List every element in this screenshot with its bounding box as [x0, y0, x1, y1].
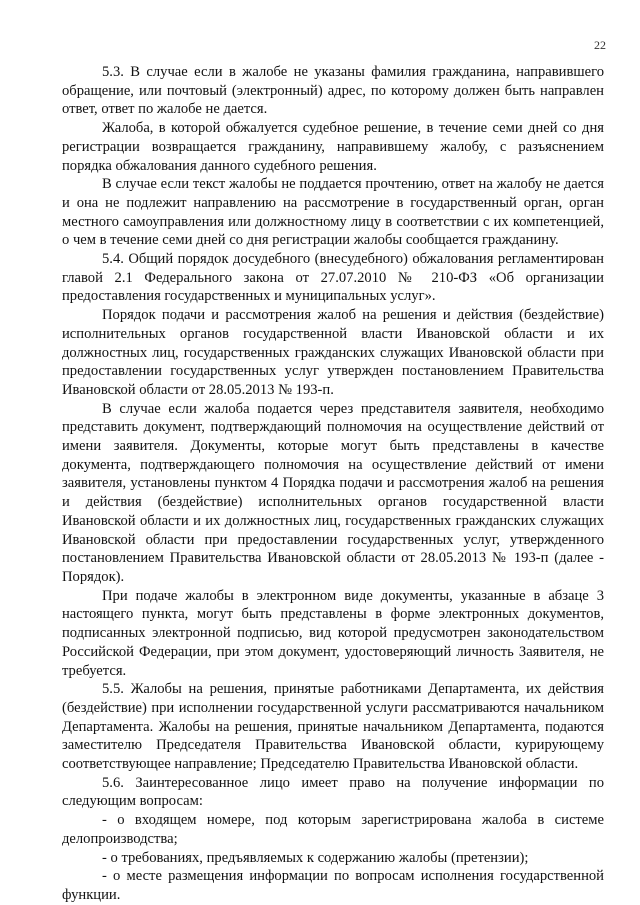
- paragraph-representative: В случае если жалоба подается через представителя заявителя, необходимо представить документ, подтверждающий полномочия на осуществление действий от имени заявителя. Документы, которые могут быть представлены в качестве документа, подтверждающего полномочия на осуществление действий от имени заявителя, установлены пунктом 4 Порядка подачи и рассмотрения жалоб на решения и действия (бездействие) исполнительных органов государственной власти Ивановской области и их должностных лиц, государственных гражданских служащих Ивановской области при предоставлении государственных услуг, утвержденного постановлением Правительства Ивановской области от 28.05.2013 № 193-п (далее - Порядок).: [62, 400, 604, 585]
- page-number: 22: [594, 38, 606, 52]
- paragraph-5-6: 5.6. Заинтересованное лицо имеет право на получение информации по следующим вопросам:: [62, 774, 604, 810]
- paragraph-complaint-procedure: Порядок подачи и рассмотрения жалоб на решения и действия (бездействие) исполнительных органов государственной власти Ивановской области и их должностных лиц, государственных гражданских служащих Ивановской области при предоставлении государственных услуг утвержден постановлением Правительства Ивановской области от 28.05.2013 № 193-п.: [62, 307, 604, 398]
- paragraph-5-4: 5.4. Общий порядок досудебного (внесудебного) обжалования регламентирован главой 2.1 Федерального закона от 27.07.2010 № 210-ФЗ «Об организации предоставления государственных и муниципальных услуг».: [62, 251, 604, 305]
- paragraph-unreadable-text: В случае если текст жалобы не поддается прочтению, ответ на жалобу не дается и она не подлежит направлению на рассмотрение в государственный орган, орган местного самоуправления или должностному лицу в соответствии с их компетенцией, о чем в течение семи дней со дня регистрации жалобы сообщается гражданину.: [62, 176, 604, 249]
- list-item-requirements: - о требованиях, предъявляемых к содержанию жалобы (претензии);: [102, 849, 529, 866]
- paragraph-5-3: 5.3. В случае если в жалобе не указаны фамилия гражданина, направившего обращение, или почтовый (электронный) адрес, по которому должен быть направлен ответ, ответ по жалобе не дается.: [62, 64, 604, 118]
- paragraph-court-decision: Жалоба, в которой обжалуется судебное решение, в течение семи дней со дня регистрации возвращается гражданину, направившему жалобу, с разъяснением порядка обжалования данного судебного решения.: [62, 120, 604, 174]
- list-item-information-location: - о месте размещения информации по вопросам исполнения государственной функции.: [62, 868, 604, 903]
- list-item-incoming-number: - о входящем номере, под которым зарегистрирована жалоба в системе делопроизводства;: [62, 812, 604, 847]
- paragraph-5-5: 5.5. Жалобы на решения, принятые работниками Департамента, их действия (бездействие) при исполнении государственной услуги рассматриваются начальником Департамента. Жалобы на решения, принятые начальником Департамента, подаются заместителю Председателя Правительства Ивановской области, курирующему соответствующее направление; Председателю Правительства Ивановской области.: [62, 681, 604, 773]
- document-body: [62, 63, 604, 905]
- paragraph-electronic-submission: При подаче жалобы в электронном виде документы, указанные в абзаце 3 настоящего пункта, могут быть представлены в форме электронных документов, подписанных электронной подписью, вид которой предусмотрен законодательством Российской Федерации, при этом документ, удостоверяющий личность Заявителя, не требуется.: [62, 587, 604, 679]
